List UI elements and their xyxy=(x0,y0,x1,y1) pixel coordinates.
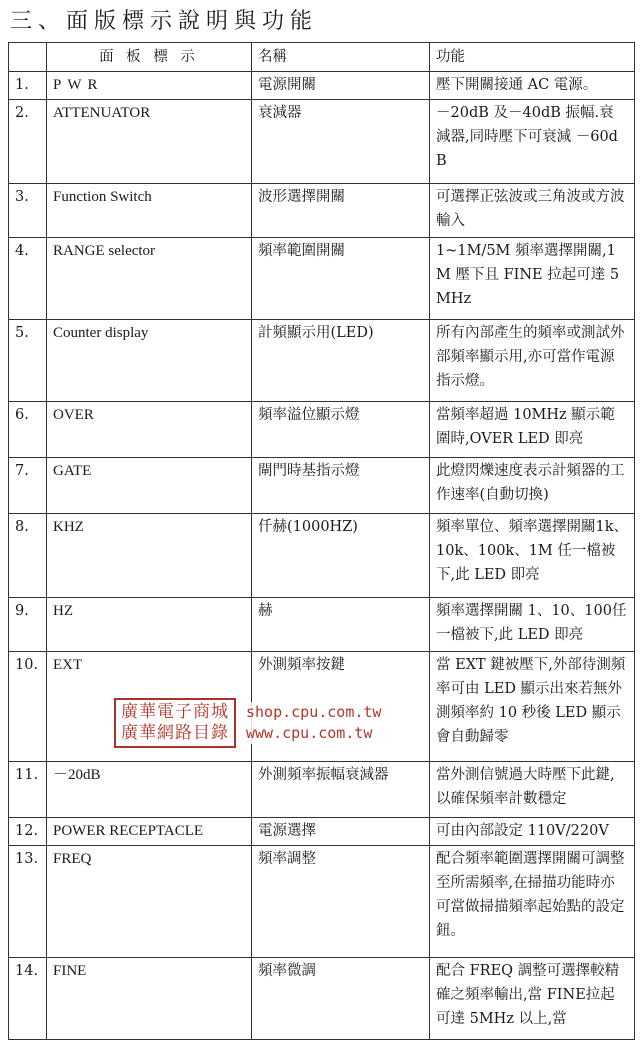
row-number: 5. xyxy=(9,320,47,402)
row-number: 11. xyxy=(9,762,47,818)
table-row xyxy=(9,184,635,238)
row-name: 頻率溢位顯示燈 xyxy=(252,402,430,458)
row-panel-label: FREQ xyxy=(47,846,252,958)
row-function: 配合頻率範圍選擇開關可調整至所需頻率,在掃描功能時亦可當做掃描頻率起始點的設定鈕。 xyxy=(430,846,635,958)
row-panel-label: EXT xyxy=(47,652,252,762)
header-name: 名稱 xyxy=(252,43,430,72)
table-row xyxy=(9,514,635,598)
row-panel-label: ATTENUATOR xyxy=(47,100,252,184)
table-row xyxy=(9,846,635,958)
stamp-url-2: www.cpu.com.tw xyxy=(246,724,373,742)
row-function: 壓下開關接通 AC 電源。 xyxy=(430,72,635,100)
table-row xyxy=(9,100,635,184)
row-name: 赫 xyxy=(252,598,430,652)
row-name: 電源選擇 xyxy=(252,818,430,846)
row-panel-label: KHZ xyxy=(47,514,252,598)
table-row xyxy=(9,958,635,1040)
row-number: 6. xyxy=(9,402,47,458)
table-row xyxy=(9,762,635,818)
row-function: 此燈閃爍速度表示計頻器的工作速率(自動切換) xyxy=(430,458,635,514)
row-name: 電源開關 xyxy=(252,72,430,100)
row-number: 2. xyxy=(9,100,47,184)
row-name: 外測頻率振幅衰減器 xyxy=(252,762,430,818)
panel-function-table xyxy=(8,42,635,1040)
row-panel-label: Counter display xyxy=(47,320,252,402)
table-header-row xyxy=(9,43,635,72)
row-panel-label: OVER xyxy=(47,402,252,458)
row-function: 頻率單位、頻率選擇開關1k、10k、100k、1M 任一檔被下,此 LED 即亮 xyxy=(430,514,635,598)
row-panel-label: GATE xyxy=(47,458,252,514)
row-number: 8. xyxy=(9,514,47,598)
row-function: 可由內部設定 110V/220V xyxy=(430,818,635,846)
row-number: 12. xyxy=(9,818,47,846)
row-number: 3. xyxy=(9,184,47,238)
row-panel-label: RANGE selector xyxy=(47,238,252,320)
row-number: 13. xyxy=(9,846,47,958)
table-row xyxy=(9,818,635,846)
header-number xyxy=(9,43,47,72)
table-row xyxy=(9,458,635,514)
table-row xyxy=(9,598,635,652)
row-panel-label: Function Switch xyxy=(47,184,252,238)
table-row xyxy=(9,72,635,100)
stamp-urls xyxy=(246,702,381,744)
row-name: 波形選擇開關 xyxy=(252,184,430,238)
row-function: －20dB 及－40dB 振幅.衰減器,同時壓下可衰減 －60dB xyxy=(430,100,635,184)
row-function: 配合 FREQ 調整可選擇較精確之頻率輸出,當 FINE拉起可達 5MHz 以上,當 xyxy=(430,958,635,1040)
row-name: 頻率範圍開關 xyxy=(252,238,430,320)
row-name: 仟赫(1000HZ) xyxy=(252,514,430,598)
row-name: 閘門時基指示燈 xyxy=(252,458,430,514)
row-number: 9. xyxy=(9,598,47,652)
row-number: 7. xyxy=(9,458,47,514)
row-function: 1~1M/5M 頻率選擇開關,1M 壓下且 FINE 拉起可達 5MHz xyxy=(430,238,635,320)
row-panel-label: PWR xyxy=(47,72,252,100)
row-function: 當外測信號過大時壓下此鍵,以確保頻率計數穩定 xyxy=(430,762,635,818)
header-function: 功能 xyxy=(430,43,635,72)
row-panel-label: －20dB xyxy=(47,762,252,818)
table-row xyxy=(9,320,635,402)
row-number: 4. xyxy=(9,238,47,320)
stamp-url-1: shop.cpu.com.tw xyxy=(246,703,382,721)
header-panel-label: 面 板 標 示 xyxy=(47,43,252,72)
stamp-line-2: 廣華網路目錄 xyxy=(121,723,229,743)
stamp-seal xyxy=(114,698,236,748)
row-name: 外測頻率按鍵 xyxy=(252,652,430,762)
row-number: 10. xyxy=(9,652,47,762)
row-function: 頻率選擇開關 1、10、100任一檔被下,此 LED 即亮 xyxy=(430,598,635,652)
row-name: 頻率調整 xyxy=(252,846,430,958)
row-function: 當 EXT 鍵被壓下,外部待測頻率可由 LED 顯示出來若無外測頻率約 10 秒後 LED 顯示會自動歸零 xyxy=(430,652,635,762)
table-row xyxy=(9,402,635,458)
row-name: 計頻顯示用(LED) xyxy=(252,320,430,402)
watermark-stamp xyxy=(114,698,381,748)
row-function: 當頻率超過 10MHz 顯示範圍時,OVER LED 即亮 xyxy=(430,402,635,458)
stamp-line-1: 廣華電子商城 xyxy=(121,702,229,722)
row-name: 衰減器 xyxy=(252,100,430,184)
row-panel-label: POWER RECEPTACLE xyxy=(47,818,252,846)
row-number: 1. xyxy=(9,72,47,100)
row-panel-label: FINE xyxy=(47,958,252,1040)
row-function: 所有內部產生的頻率或測試外部頻率顯示用,亦可當作電源指示燈。 xyxy=(430,320,635,402)
row-function: 可選擇正弦波或三角波或方波輸入 xyxy=(430,184,635,238)
row-name: 頻率微調 xyxy=(252,958,430,1040)
page-heading: 三、面版標示說明與功能 xyxy=(10,9,319,34)
row-number: 14. xyxy=(9,958,47,1040)
row-panel-label: HZ xyxy=(47,598,252,652)
table-row xyxy=(9,238,635,320)
